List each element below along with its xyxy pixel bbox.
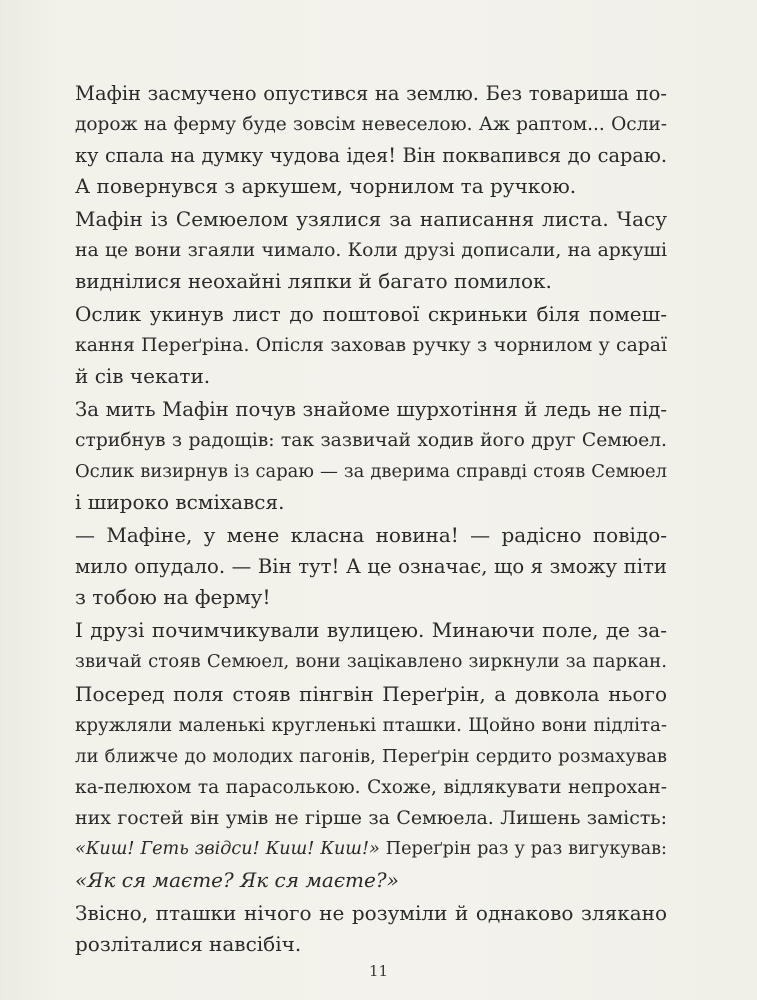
text-line: ли ближче до молодих пагонів, Переґрін сердито розмахував — [75, 746, 667, 767]
paragraph-3 — [75, 299, 667, 392]
page-number: 11 — [368, 962, 389, 980]
text-line: виднілися неохайні ляпки й багато помилок. — [75, 269, 552, 293]
text-line: мило опудало. — Він тут! А це означає, що я зможу піти — [75, 555, 667, 578]
text-line: Посеред поля стояв пінгвін Переґрін, а довкола нього — [75, 682, 667, 706]
text-line: ку спала на думку чудова ідея! Він поквапився до сараю. — [75, 144, 667, 167]
quoted-greeting: «Як ся маєте? Як ся маєте?» — [75, 868, 399, 892]
text-line: Мафін засмучено опустився на землю. Без товариша по- — [75, 82, 667, 105]
paragraph-4 — [75, 394, 667, 518]
quoted-shout: «Киш! Геть звідси! Киш! Киш!» — [75, 839, 380, 859]
text-line: А повернувся з аркушем, чорнилом та ручкою. — [75, 174, 577, 198]
text-line: Ослик визирнув із сараю — за дверима справді стояв Семюел — [75, 461, 667, 482]
paragraph-1 — [75, 78, 667, 202]
text-line: розліталися навсібіч. — [75, 932, 302, 956]
paragraph-5 — [75, 520, 667, 613]
text-line: кання Переґріна. Опісля заховав ручку з чорнилом у сараї — [75, 335, 667, 356]
text-line: ка-пелюхом та парасолькою. Схоже, відлякувати непрохан- — [75, 777, 667, 798]
text-line: дорож на ферму буде зовсім невеселою. Аж раптом... Осли- — [75, 114, 667, 135]
text-line: на це вони згаяли чимало. Коли друзі дописали, на аркуші — [75, 240, 667, 261]
paragraph-6 — [75, 615, 667, 677]
text-line: і широко всміхався. — [75, 490, 285, 514]
text-line: стрибнув з радощів: так зазвичай ходив його друг Семюел. — [75, 430, 667, 451]
text-line: Звісно, пташки нічого не розуміли й однаково злякано — [75, 901, 667, 925]
text-line: І друзі почимчикували вулицею. Минаючи поле, де за- — [75, 618, 667, 642]
text-line: кружляли маленькі кругленькі пташки. Щойно вони підліта- — [75, 715, 667, 736]
paragraph-2 — [75, 204, 667, 297]
paragraph-8 — [75, 898, 667, 960]
text-line-mixed — [75, 834, 667, 865]
text-line: з тобою на ферму! — [75, 585, 271, 609]
text-line: Ослик укинув лист до поштової скриньки біля помеш- — [75, 302, 667, 326]
body-text — [75, 78, 667, 962]
text-line: них гостей він умів не гірше за Семюела. Лишень замість: — [75, 807, 667, 829]
text-line: й сів чекати. — [75, 364, 211, 388]
paragraph-7 — [75, 679, 667, 896]
text-line: За мить Мафін почув знайоме шурхотіння й ледь не під- — [75, 398, 667, 421]
text-line: — Мафіне, у мене класна новина! — радісно повідо- — [75, 523, 667, 547]
text-fragment: Переґрін раз у раз вигукував: — [379, 839, 667, 859]
text-line: звичай стояв Семюел, вони зацікавлено зиркнули за паркан. — [75, 651, 667, 672]
text-line: Мафін із Семюелом узялися за написання листа. Часу — [75, 207, 667, 231]
